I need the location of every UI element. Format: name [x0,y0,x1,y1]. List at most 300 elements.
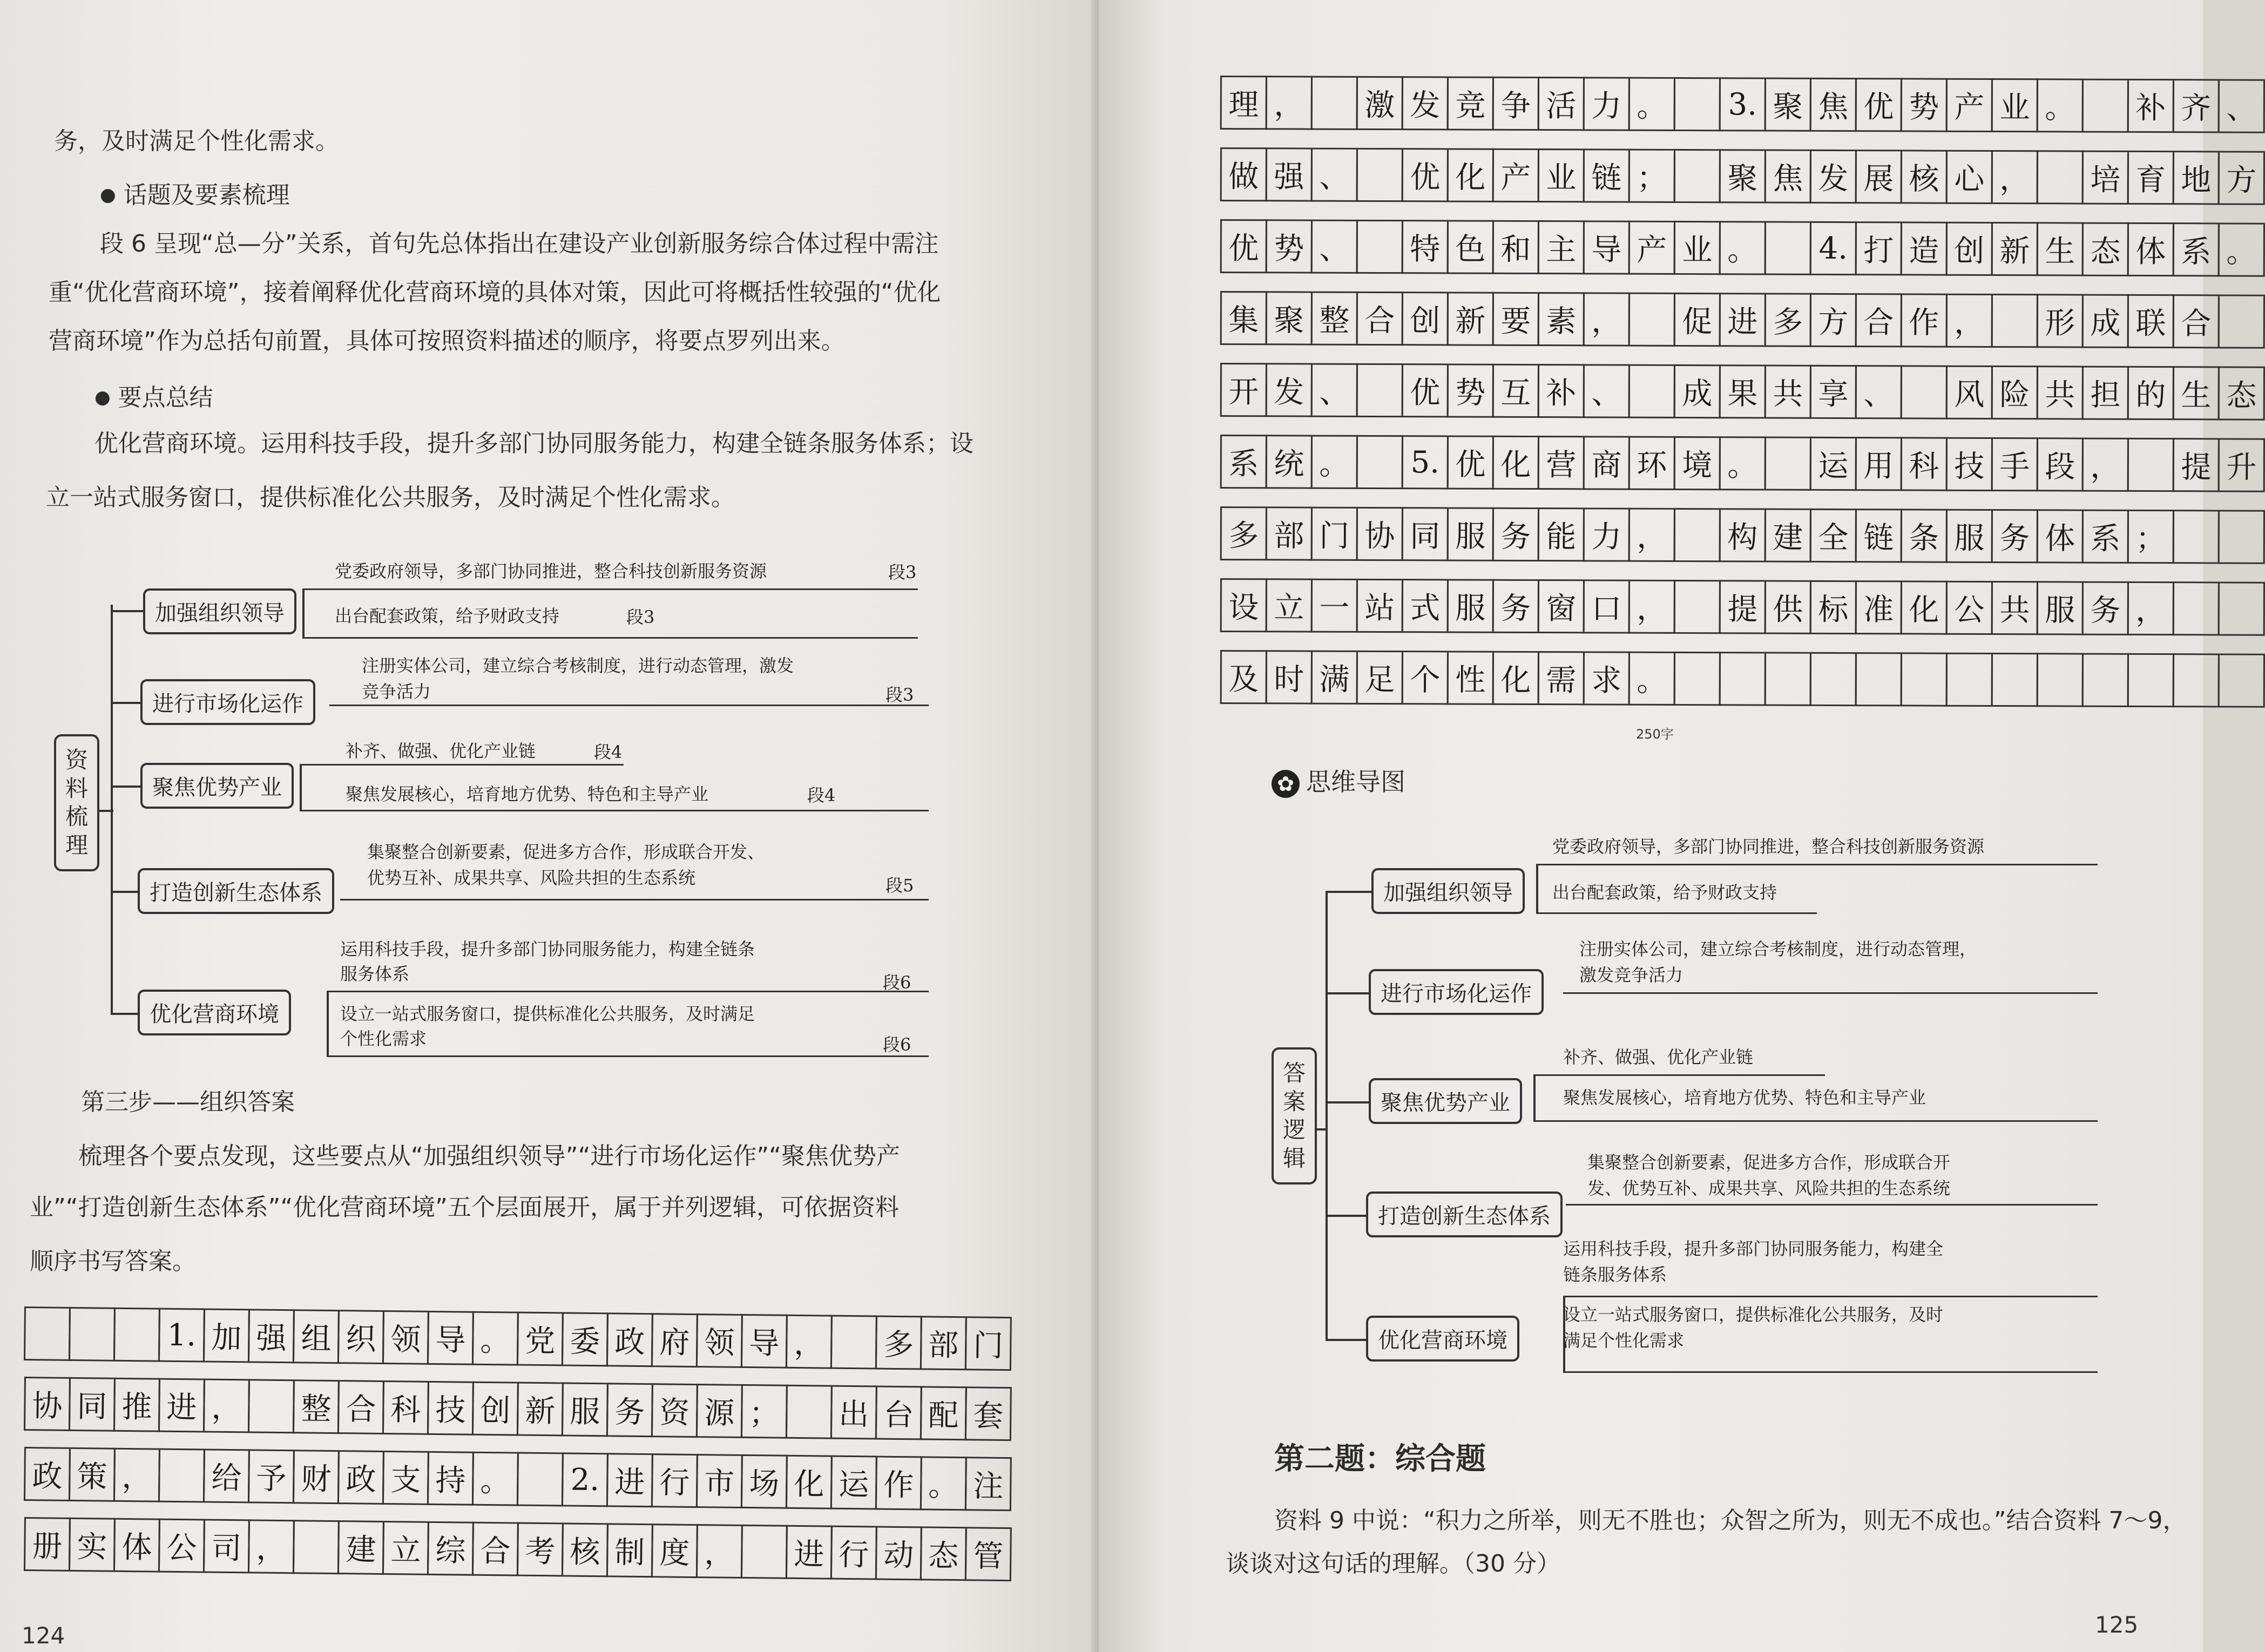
grid-cell: 链 [1583,148,1630,202]
text-line: 业”“打造创新生态体系”“优化营商环境”五个层面展开，属于并列逻辑，可依据资料 [30,1194,899,1221]
grid-cell: 体 [2037,509,2084,563]
branch-note: 运用科技手段，提升多部门协同服务能力，构建全链条 [340,939,755,959]
segment-ref: 段3 [626,607,655,627]
grid-cell: ， [696,1524,743,1579]
text-line: 务，及时满足个性化需求。 [54,127,339,155]
grid-cell: 推 [113,1378,160,1432]
grid-cell: 务 [1991,509,2038,563]
branch-note: 聚焦发展核心，培育地方优势、特色和主导产业 [1563,1087,1926,1108]
grid-cell [1356,363,1403,417]
step3-heading: 第三步——组织答案 [81,1088,295,1116]
grid-cell: 险 [1991,365,2038,419]
grid-cell: 科 [382,1380,429,1435]
grid-cell: 同 [1402,507,1449,561]
grid-cell: 创 [1402,292,1449,346]
grid-cell [1764,221,1811,275]
grid-cell: 口 [1583,579,1630,633]
grid-cell: ， [2082,438,2129,492]
grid-cell [2218,510,2265,564]
branch-note: 注册实体公司，建立综合考核制度，进行动态管理，激发 [362,655,794,676]
grid-row [1220,578,2265,640]
grid-cell: 。 [472,1452,519,1506]
grid-cell: 优 [1402,363,1449,417]
grid-cell: 整 [293,1379,340,1434]
grid-cell: 服 [1447,507,1494,561]
grid-cell [2218,653,2265,707]
grid-cell: 导 [427,1311,474,1365]
grid-cell: 争 [1492,77,1539,131]
branch-box: 加强组织领导 [1371,868,1525,914]
grid-cell: 加 [203,1308,250,1363]
grid-cell: 力 [1583,507,1630,561]
grid-cell: 促 [1674,293,1721,347]
grid-row [24,1377,1012,1445]
grid-cell: 、 [1583,364,1630,418]
grid-cell: 业 [1991,78,2038,132]
grid-cell: 务 [606,1383,653,1437]
grid-cell: 风 [1946,365,1993,419]
branch-box: 进行市场化运作 [1369,969,1544,1015]
text-line: 重“优化营商环境”，接着阐释优化营商环境的具体对策，因此可将概括性较强的“优化 [49,279,941,306]
grid-cell: 段 [2037,437,2084,491]
grid-cell [517,1452,564,1507]
grid-cell: 业 [1538,148,1585,202]
branch-note: 补齐、做强、优化产业链 [346,741,536,761]
grid-cell: 。 [1719,436,1766,490]
grid-cell: 新 [517,1382,564,1437]
grid-cell: 建 [337,1520,384,1575]
grid-cell: 优 [1220,219,1267,273]
grid-cell: 化 [1901,580,1948,634]
grid-cell: 册 [24,1517,71,1572]
grid-cell: ； [2127,510,2174,564]
grid-cell: 造 [1901,221,1948,275]
grid-cell: 核 [562,1522,608,1577]
grid-cell: 竞 [1447,76,1494,130]
segment-ref: 段6 [883,972,911,993]
grid-cell: 个 [1402,651,1449,705]
grid-cell [1764,652,1811,706]
grid-cell: 策 [69,1447,116,1502]
grid-cell: 台 [875,1386,922,1440]
grid-cell [1764,437,1811,491]
grid-cell: 同 [69,1377,116,1432]
grid-cell: 导 [1583,220,1630,274]
grid-cell: 作 [1901,293,1948,347]
grid-cell [1356,220,1403,274]
grid-cell: 合 [1356,292,1403,346]
grid-cell: 部 [920,1316,967,1370]
grid-cell [24,1306,71,1361]
branch-note: 竞争活力 [362,681,431,702]
grid-cell [1810,652,1857,706]
flower-icon: ✿ [1272,770,1300,798]
grid-cell: 、 [2218,79,2265,133]
grid-cell: 商 [1583,436,1630,490]
text-line: 优化营商环境。运用科技手段，提升多部门协同服务能力，构建全链条服务体系；设 [94,430,973,457]
grid-cell: 多 [875,1316,922,1370]
grid-cell: 服 [2037,581,2084,635]
grid-cell [113,1308,160,1362]
grid-cell [1356,435,1403,489]
grid-row [1220,650,2265,712]
grid-cell: 予 [248,1449,295,1504]
grid-cell: 构 [1719,508,1766,562]
grid-cell: 互 [1492,364,1539,418]
grid-cell [1674,149,1721,203]
grid-cell [1901,365,1948,419]
grid-cell: 站 [1356,579,1403,633]
branch-note: 聚焦发展核心，培育地方优势、特色和主导产业 [346,784,709,804]
grid-cell: 注 [965,1457,1012,1511]
branch-note: 链条服务体系 [1563,1264,1667,1285]
grid-cell: 进 [606,1453,653,1507]
grid-cell: 新 [1447,292,1494,346]
grid-cell: 齐 [2173,79,2220,133]
grid-cell: 制 [606,1523,653,1577]
segment-ref: 段4 [807,785,836,805]
grid-cell: 合 [472,1522,519,1576]
grid-cell: 综 [427,1521,474,1576]
grid-cell: 集 [1220,291,1267,345]
grid-cell: 公 [1946,581,1993,635]
grid-cell: 合 [1855,293,1902,347]
grid-cell: 。 [1628,77,1675,131]
grid-cell: 态 [920,1526,967,1581]
grid-cell: 强 [248,1309,295,1363]
grid-cell: 政 [337,1450,384,1505]
grid-cell [1674,77,1721,131]
grid-cell: 培 [2082,151,2129,205]
grid-cell: 核 [1901,150,1948,204]
grid-cell: 进 [786,1525,833,1580]
grid-cell: 提 [1719,580,1766,634]
grid-cell: 多 [1764,293,1811,347]
grid-cell [1855,652,1902,706]
grid-cell [2127,438,2174,492]
grid-cell [2082,79,2129,133]
grid-cell: ， [1628,508,1675,562]
grid-cell [1356,148,1403,202]
branch-note: 激发竞争活力 [1579,965,1683,985]
grid-cell: 。 [2037,78,2084,132]
grid-cell: 进 [1719,293,1766,347]
grid-cell: 政 [24,1447,71,1501]
grid-cell: ， [2127,581,2174,635]
grid-cell: ； [741,1384,788,1439]
grid-cell: 门 [1311,507,1358,561]
branch-box: 打造创新生态体系 [138,868,334,914]
branch-note: 满足个性化需求 [1563,1330,1685,1351]
grid-cell: 领 [696,1314,743,1368]
grid-row [1220,506,2265,568]
grid-cell: 2. [562,1452,608,1507]
grid-cell: 体 [2127,222,2174,276]
grid-cell: 优 [1855,78,1902,132]
grid-row [1220,76,2265,138]
grid-row [24,1306,1012,1375]
grid-cell: 激 [1356,76,1403,130]
grid-cell: 标 [1810,580,1857,634]
grid-cell: 势 [1901,78,1948,132]
grid-cell: 统 [1266,435,1313,489]
grid-cell: ， [786,1315,833,1369]
grid-cell: 套 [965,1386,1012,1441]
grid-cell: 政 [606,1312,653,1367]
branch-box: 聚焦优势产业 [140,763,294,809]
grid-cell: 化 [786,1455,833,1509]
grid-cell: 窗 [1538,579,1585,633]
word-count: 250字 [1636,727,1674,742]
grid-cell: 生 [2037,222,2084,276]
branch-note: 设立一站式服务窗口，提供标准化公共服务，及时满足 [340,1004,755,1024]
page-number: 125 [2095,1612,2139,1638]
grid-cell: 力 [1583,77,1630,131]
grid-cell [1628,364,1675,418]
grid-cell [741,1525,788,1579]
grid-cell: 党 [517,1312,564,1366]
grid-cell: 。 [920,1456,967,1511]
grid-cell: 出 [830,1385,877,1440]
grid-cell: ； [1628,149,1675,203]
grid-cell: 色 [1447,220,1494,274]
grid-cell [293,1520,340,1574]
grid-cell: 联 [2127,294,2174,348]
grid-cell: 持 [427,1451,474,1506]
branch-box: 优化营商环境 [1366,1316,1519,1362]
grid-cell: 主 [1538,220,1585,274]
grid-cell: 形 [2037,294,2084,348]
grid-cell [158,1448,205,1503]
grid-cell: 方 [2218,151,2265,205]
grid-cell: 势 [1447,363,1494,417]
grid-row [1220,291,2265,353]
grid-cell: 化 [1492,651,1539,705]
mindmap-heading-text: 思维导图 [1306,767,1405,796]
branch-note: 设立一站式服务窗口，提供标准化公共服务，及时 [1563,1304,1944,1325]
grid-row [1220,147,2265,209]
grid-cell: 产 [1628,221,1675,275]
grid-cell: 。 [1311,435,1358,489]
grid-cell: 服 [562,1382,608,1437]
segment-ref: 段6 [883,1034,911,1055]
branch-note: 集聚整合创新要素，促进多方合作，形成联合开发、 [367,842,765,862]
grid-cell: 打 [1855,221,1902,275]
grid-cell: 产 [1492,148,1539,202]
grid-cell: 供 [1764,580,1811,634]
grid-cell [69,1307,116,1362]
grid-cell: 用 [1855,437,1902,491]
segment-ref: 段3 [885,685,914,705]
grid-cell: 务 [1492,579,1539,633]
grid-cell: 创 [1946,222,1993,276]
left-page [0,0,1099,1652]
grid-cell: 建 [1764,509,1811,563]
branch-note: 出台配套政策，给予财政支持 [1552,882,1777,903]
grid-cell: 一 [1311,579,1358,633]
right-page [1099,0,2257,1652]
grid-row [24,1517,1012,1586]
grid-cell: 焦 [1810,78,1857,132]
grid-cell: 务 [1492,507,1539,561]
grid-cell: 发 [1266,363,1313,417]
grid-cell: 市 [696,1454,743,1508]
grid-cell: 强 [1266,147,1313,201]
grid-cell: 协 [1356,507,1403,561]
grid-cell: ， [1946,294,1993,348]
grid-row [1220,219,2265,281]
grid-cell: 运 [830,1455,877,1510]
grid-cell: 聚 [1719,149,1766,203]
mindmap-heading [1272,769,1405,798]
grid-cell: 焦 [1764,150,1811,204]
grid-cell: 。 [1719,221,1766,275]
grid-cell: 动 [875,1526,922,1581]
grid-cell: 3. [1719,77,1766,131]
grid-cell: 组 [293,1309,340,1364]
grid-cell: 准 [1855,580,1902,634]
grid-cell: 发 [1402,76,1449,130]
grid-cell: ， [1628,580,1675,634]
grid-cell: 求 [1583,651,1630,705]
grid-cell: 新 [1991,222,2038,276]
grid-cell: 系 [2082,510,2129,564]
grid-cell: 实 [69,1518,116,1572]
grid-row [24,1447,1012,1515]
grid-cell: 时 [1266,650,1313,704]
grid-cell: 业 [1674,221,1721,275]
grid-cell: ， [1583,292,1630,346]
grid-cell: 心 [1946,150,1993,204]
branch-note: 注册实体公司，建立综合考核制度，进行动态管理， [1579,939,1977,959]
grid-cell: 素 [1538,292,1585,346]
grid-cell [2218,581,2265,635]
grid-cell: 务 [2082,581,2129,635]
branch-box: 打造创新生态体系 [1366,1191,1563,1237]
grid-cell: 。 [472,1311,519,1366]
grid-cell: 技 [1946,437,1993,491]
grid-cell: 给 [203,1448,250,1503]
grid-cell: 共 [1764,365,1811,419]
grid-cell [2173,653,2220,707]
grid-cell: 行 [651,1453,698,1508]
grid-cell [830,1315,877,1370]
grid-cell: 化 [1492,436,1539,490]
grid-cell: 1. [158,1308,205,1363]
grid-cell: 、 [1311,220,1358,274]
grid-cell: 境 [1674,436,1721,490]
grid-cell: 进 [158,1378,205,1433]
grid-cell: 共 [2037,365,2084,419]
grid-cell: 担 [2082,366,2129,420]
grid-cell [1719,652,1766,706]
grid-cell: 织 [337,1310,384,1364]
grid-cell: 、 [1311,363,1358,417]
grid-cell: 创 [472,1382,519,1436]
grid-cell: 果 [1719,364,1766,418]
topic-heading: ● 话题及要素梳理 [100,184,290,207]
grid-cell: ， [203,1378,250,1433]
grid-cell: 特 [1402,220,1449,274]
branch-note: 党委政府领导，多部门协同推进，整合科技创新服务资源 [335,561,767,581]
grid-cell: 支 [382,1451,429,1505]
grid-cell: 整 [1311,292,1358,346]
grid-cell: 共 [1991,581,2038,635]
text-line: 梳理各个要点发现，这些要点从“加强组织领导”“进行市场化运作”“聚焦优势产 [78,1142,900,1170]
grid-cell: 展 [1855,150,1902,204]
branch-box: 进行市场化运作 [140,679,315,725]
grid-cell [1946,653,1993,707]
grid-cell [1674,652,1721,706]
grid-cell: 设 [1220,578,1267,632]
text-line: 谈谈对这句话的理解。（30 分） [1226,1550,1560,1577]
grid-cell: 资 [651,1383,698,1438]
branch-note: 集聚整合创新要素，促进多方合作，形成联合开 [1587,1152,1951,1173]
grid-cell [2037,653,2084,707]
grid-cell: 做 [1220,147,1267,201]
grid-cell: 源 [696,1384,743,1438]
grid-cell [1991,653,2038,707]
grid-cell [786,1385,833,1439]
grid-cell: 要 [1492,292,1539,346]
grid-cell: 及 [1220,650,1267,704]
text-line: 顺序书写答案。 [30,1248,196,1275]
grid-cell: 体 [113,1518,160,1573]
grid-cell: 部 [1266,506,1313,560]
grid-cell: 行 [830,1526,877,1580]
grid-cell: 地 [2173,151,2220,205]
grid-cell: 度 [651,1524,698,1578]
grid-cell: 营 [1538,436,1585,490]
branch-box: 加强组织领导 [143,588,296,634]
grid-cell: 运 [1810,437,1857,491]
grid-cell: 态 [2082,222,2129,276]
grid-cell: 聚 [1764,78,1811,132]
grid-cell: 能 [1538,507,1585,561]
grid-cell: 聚 [1266,291,1313,345]
branch-box: 优化营商环境 [138,990,291,1035]
grid-cell [1674,580,1721,634]
branch-box: 聚焦优势产业 [1369,1078,1522,1124]
branch-note: 优势互补、成果共享、风险共担的生态系统 [367,868,696,888]
branch-note: 党委政府领导，多部门协同推进，整合科技创新服务资源 [1552,836,1985,857]
grid-cell [248,1379,295,1433]
text-line: 营商环境”作为总括句前置，具体可按照资料描述的顺序，将要点罗列出来。 [49,327,845,355]
grid-cell: ， [1266,76,1313,130]
grid-cell: 的 [2127,366,2174,420]
grid-cell: 条 [1901,509,1948,563]
grid-cell: 生 [2173,366,2220,420]
grid-cell [2173,581,2220,635]
grid-cell: 领 [382,1310,429,1365]
grid-cell: 5. [1402,435,1449,489]
grid-cell: ， [113,1448,160,1502]
grid-cell: 补 [2127,79,2174,133]
grid-cell: 方 [1810,293,1857,347]
grid-cell: 导 [741,1314,788,1369]
grid-cell: 公 [158,1519,205,1573]
grid-cell [2127,653,2174,707]
grid-cell: 成 [2082,294,2129,348]
grid-cell: 提 [2173,438,2220,492]
grid-cell: 理 [1220,76,1267,130]
mind-map-root: 答案逻辑 [1272,1047,1317,1184]
text-line: 立一站式服务窗口，提供标准化公共服务，及时满足个性化需求。 [46,484,735,511]
grid-cell: 发 [1810,150,1857,204]
branch-note: 出台配套政策，给予财政支持 [335,606,560,626]
grid-cell [1674,508,1721,562]
grid-cell [2173,510,2220,564]
